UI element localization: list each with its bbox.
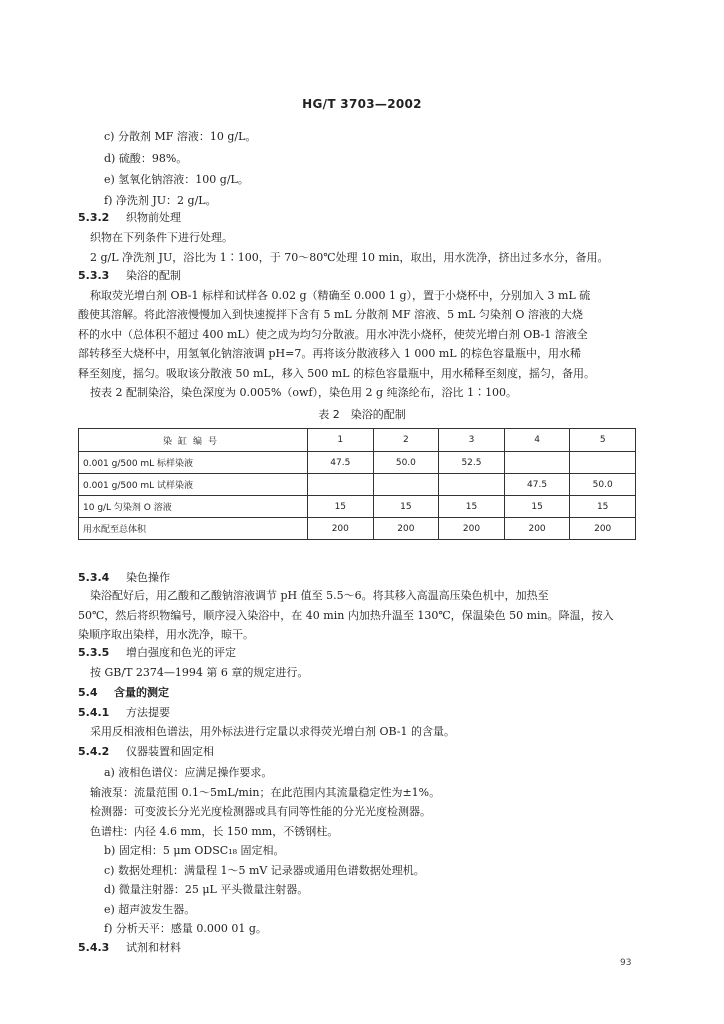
dye-bath-table: [78, 428, 636, 540]
table-cell: 200: [439, 518, 505, 540]
table-header-label: 染缸编号: [79, 429, 308, 452]
table-header-cell: 5: [570, 429, 636, 452]
list-item: d) 硫酸：98%。: [104, 152, 188, 165]
section-heading-5-4: [78, 686, 169, 700]
paragraph-line: 释至刻度，摇匀。吸取该分散液 50 mL，移入 500 mL 的棕色容量瓶中，用水稀释至刻度，摇匀，备用。: [78, 367, 595, 380]
list-item: d) 微量注射器：25 μL 平头微量注射器。: [104, 883, 309, 896]
section-number: 5.4.1: [78, 706, 110, 719]
section-heading-5-4-3: [78, 941, 181, 955]
table-cell: 47.5: [504, 474, 570, 496]
list-item: c) 分散剂 MF 溶液：10 g/L。: [104, 130, 257, 143]
table-row: [79, 452, 636, 474]
row-label: 0.001 g/500 mL 试样染液: [79, 474, 308, 496]
list-item: e) 超声波发生器。: [104, 903, 196, 916]
section-title: 染浴的配制: [126, 269, 181, 282]
paragraph-line: 染顺序取出染样，用水洗净，晾干。: [78, 628, 254, 641]
list-item: b) 固定相：5 μm ODSC₁₈ 固定相。: [104, 844, 285, 857]
table-cell: 200: [373, 518, 439, 540]
section-number: 5.4.3: [78, 941, 110, 954]
table-cell: 47.5: [308, 452, 374, 474]
section-title: 染色操作: [126, 571, 170, 584]
section-heading-5-3-5: [78, 646, 236, 660]
row-label: 用水配至总体积: [79, 518, 308, 540]
table-row: [79, 518, 636, 540]
list-item: e) 氢氧化钠溶液：100 g/L。: [104, 173, 249, 186]
list-item: f) 净洗剂 JU：2 g/L。: [104, 194, 217, 207]
section-title: 含量的测定: [114, 686, 169, 699]
table-cell: 200: [504, 518, 570, 540]
paragraph-line: 采用反相液相色谱法，用外标法进行定量以求得荧光增白剂 OB-1 的含量。: [90, 725, 456, 738]
paragraph-line: 按 GB/T 2374—1994 第 6 章的规定进行。: [90, 666, 309, 679]
list-item: a) 液相色谱仪：应满足操作要求。: [104, 766, 273, 779]
page-number: 93: [620, 958, 632, 968]
section-heading-5-4-2: [78, 745, 214, 759]
paragraph-line: 2 g/L 净洗剂 JU，浴比为 1∶100，于 70～80℃处理 10 min，取出，用水洗净，挤出过多水分，备用。: [90, 251, 609, 264]
paragraph-line: 色谱柱：内径 4.6 mm，长 150 mm，不锈钢柱。: [90, 825, 339, 838]
section-title: 仪器装置和固定相: [126, 745, 214, 758]
list-item: f) 分析天平：感量 0.000 01 g。: [104, 922, 267, 935]
table-cell: 50.0: [373, 452, 439, 474]
table-cell: [308, 474, 374, 496]
row-label: 10 g/L 匀染剂 O 溶液: [79, 496, 308, 518]
paragraph-line: 检测器：可变波长分光光度检测器或具有同等性能的分光光度检测器。: [90, 805, 431, 818]
paragraph-line: 50℃，然后将织物编号，顺序浸入染浴中，在 40 min 内加热升温至 130℃，保温染色 50 min。降温，按入: [78, 609, 614, 622]
table-cell: [570, 452, 636, 474]
section-number: 5.3.5: [78, 646, 110, 659]
section-title: 织物前处理: [126, 211, 181, 224]
section-heading-5-3-2: [78, 211, 181, 225]
list-item: c) 数据处理机：满量程 1～5 mV 记录器或通用色谱数据处理机。: [104, 864, 425, 877]
table-header-row: [79, 429, 636, 452]
table-header-cell: 1: [308, 429, 374, 452]
table-cell: 50.0: [570, 474, 636, 496]
table-header-cell: 4: [504, 429, 570, 452]
table-cell: 15: [570, 496, 636, 518]
table-row: [79, 496, 636, 518]
paragraph-line: 酸使其溶解。将此溶液慢慢加入到快速搅拌下含有 5 mL 分散剂 MF 溶液、5 mL 匀染剂 O 溶液的大烧: [78, 308, 583, 321]
table-cell: 15: [504, 496, 570, 518]
table-header-cell: 3: [439, 429, 505, 452]
table-cell: 200: [308, 518, 374, 540]
table-cell: [504, 452, 570, 474]
section-number: 5.3.4: [78, 571, 110, 584]
section-heading-5-4-1: [78, 706, 170, 720]
table-cell: 52.5: [439, 452, 505, 474]
section-title: 方法提要: [126, 706, 170, 719]
section-title: 增白强度和色光的评定: [126, 646, 236, 659]
section-heading-5-3-3: [78, 269, 181, 283]
table-cell: 15: [439, 496, 505, 518]
paragraph-line: 部转移至大烧杯中，用氢氧化钠溶液调 pH=7。再将该分散液移入 1 000 mL 的棕色容量瓶中，用水稀: [78, 347, 582, 360]
section-number: 5.3.2: [78, 211, 110, 224]
paragraph-line: 织物在下列条件下进行处理。: [90, 231, 233, 244]
table-row: [79, 474, 636, 496]
section-number: 5.4.2: [78, 745, 110, 758]
table-cell: [439, 474, 505, 496]
section-number: 5.4: [78, 686, 98, 699]
table-header-cell: 2: [373, 429, 439, 452]
standard-header: HG/T 3703—2002: [302, 97, 422, 111]
section-title: 试剂和材料: [126, 941, 181, 954]
section-number: 5.3.3: [78, 269, 110, 282]
paragraph-line: 输液泵：流量范围 0.1～5mL/min；在此范围内其流量稳定性为±1%。: [90, 786, 441, 799]
paragraph-line: 按表 2 配制染浴，染色深度为 0.005%（owf），染色用 2 g 纯涤纶布，浴比 1∶100。: [90, 386, 518, 399]
table-caption: 表 2 染浴的配制: [318, 408, 406, 421]
section-heading-5-3-4: [78, 571, 170, 585]
table-cell: 200: [570, 518, 636, 540]
table-cell: 15: [373, 496, 439, 518]
row-label: 0.001 g/500 mL 标样染液: [79, 452, 308, 474]
paragraph-line: 染浴配好后，用乙酸和乙酸钠溶液调节 pH 值至 5.5～6。将其移入高温高压染色机中，加热至: [90, 589, 549, 602]
table-cell: 15: [308, 496, 374, 518]
table-cell: [373, 474, 439, 496]
paragraph-line: 杯的水中（总体积不超过 400 mL）使之成为均匀分散液。用水冲洗小烧杯，使荧光增白剂 OB-1 溶液全: [78, 328, 588, 341]
paragraph-line: 称取荧光增白剂 OB-1 标样和试样各 0.02 g（精确至 0.000 1 g），置于小烧杯中，分别加入 3 mL 硫: [90, 289, 591, 302]
